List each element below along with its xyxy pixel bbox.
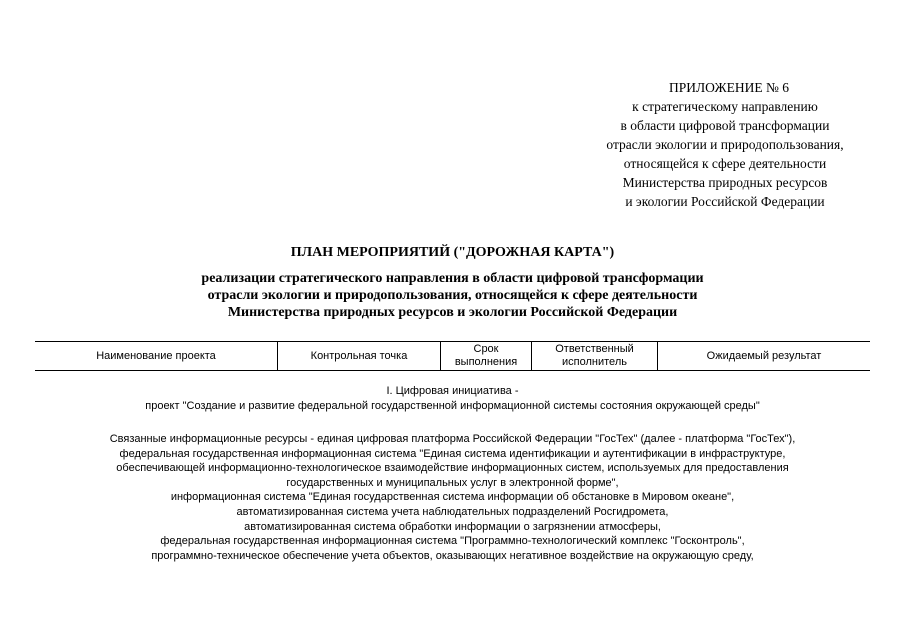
section-heading: I. Цифровая инициатива - [386,385,519,397]
header-expected-result: Ожидаемый результат [658,342,871,371]
section-heading-block [0,384,905,413]
resource-line: федеральная государственная информационная система "Программно-технологический комплекс "Госконтроль", [160,535,745,548]
resource-line: программно-техническое обеспечение учета объектов, оказывающих негативное воздействие на окружающую среду, [151,549,754,562]
table-header-row [35,342,870,371]
related-resources-block [0,432,905,563]
plan-title: ПЛАН МЕРОПРИЯТИЙ ("ДОРОЖНАЯ КАРТА") [290,245,615,260]
appendix-number: ПРИЛОЖЕНИЕ № 6 [668,80,790,95]
appendix-line: и экологии Российской Федерации [625,194,825,209]
appendix-line: Министерства природных ресурсов [622,175,828,190]
header-checkpoint: Контрольная точка [278,342,441,371]
header-responsible: Ответственный исполнитель [532,342,658,371]
appendix-line: отрасли экологии и природопользования, [606,137,844,152]
header-project-name: Наименование проекта [35,342,278,371]
resource-line: автоматизированная система обработки информации о загрязнении атмосферы, [244,520,661,533]
header-deadline: Срок выполнения [441,342,532,371]
resource-line: государственных и муниципальных услуг в электронной форме", [286,476,619,489]
appendix-line: к стратегическому направлению [632,99,818,114]
roadmap-table [35,341,870,371]
plan-subtitle-line: отрасли экологии и природопользования, относящейся к сфере деятельности [207,288,698,303]
resource-line: Связанные информационные ресурсы - единая цифровая платформа Российской Федерации "ГосТех" (далее - платформа "ГосТех"), [109,433,796,445]
section-project: проект "Создание и развитие федеральной государственной информационной системы состояния окружающей среды" [145,399,760,412]
appendix-block [560,78,890,211]
plan-subtitle-line: реализации стратегического направления в области цифровой трансформации [201,271,704,286]
resource-line: автоматизированная система учета наблюдательных подразделений Росгидромета, [236,505,669,518]
plan-subtitle-line: Министерства природных ресурсов и экологии Российской Федерации [227,305,678,320]
appendix-line: относящейся к сфере деятельности [623,156,827,171]
appendix-line: в области цифровой трансформации [620,118,830,133]
resource-line: обеспечивающей информационно-технологическое взаимодействие информационных систем, используемых для предоставления [116,462,789,475]
plan-subtitle [0,270,905,321]
resource-line: федеральная государственная информационная система "Единая система идентификации и аутентификации в инфраструктуре, [119,447,786,460]
resource-line: информационная система "Единая государственная система информации об обстановке в Мировом океане", [170,491,735,504]
